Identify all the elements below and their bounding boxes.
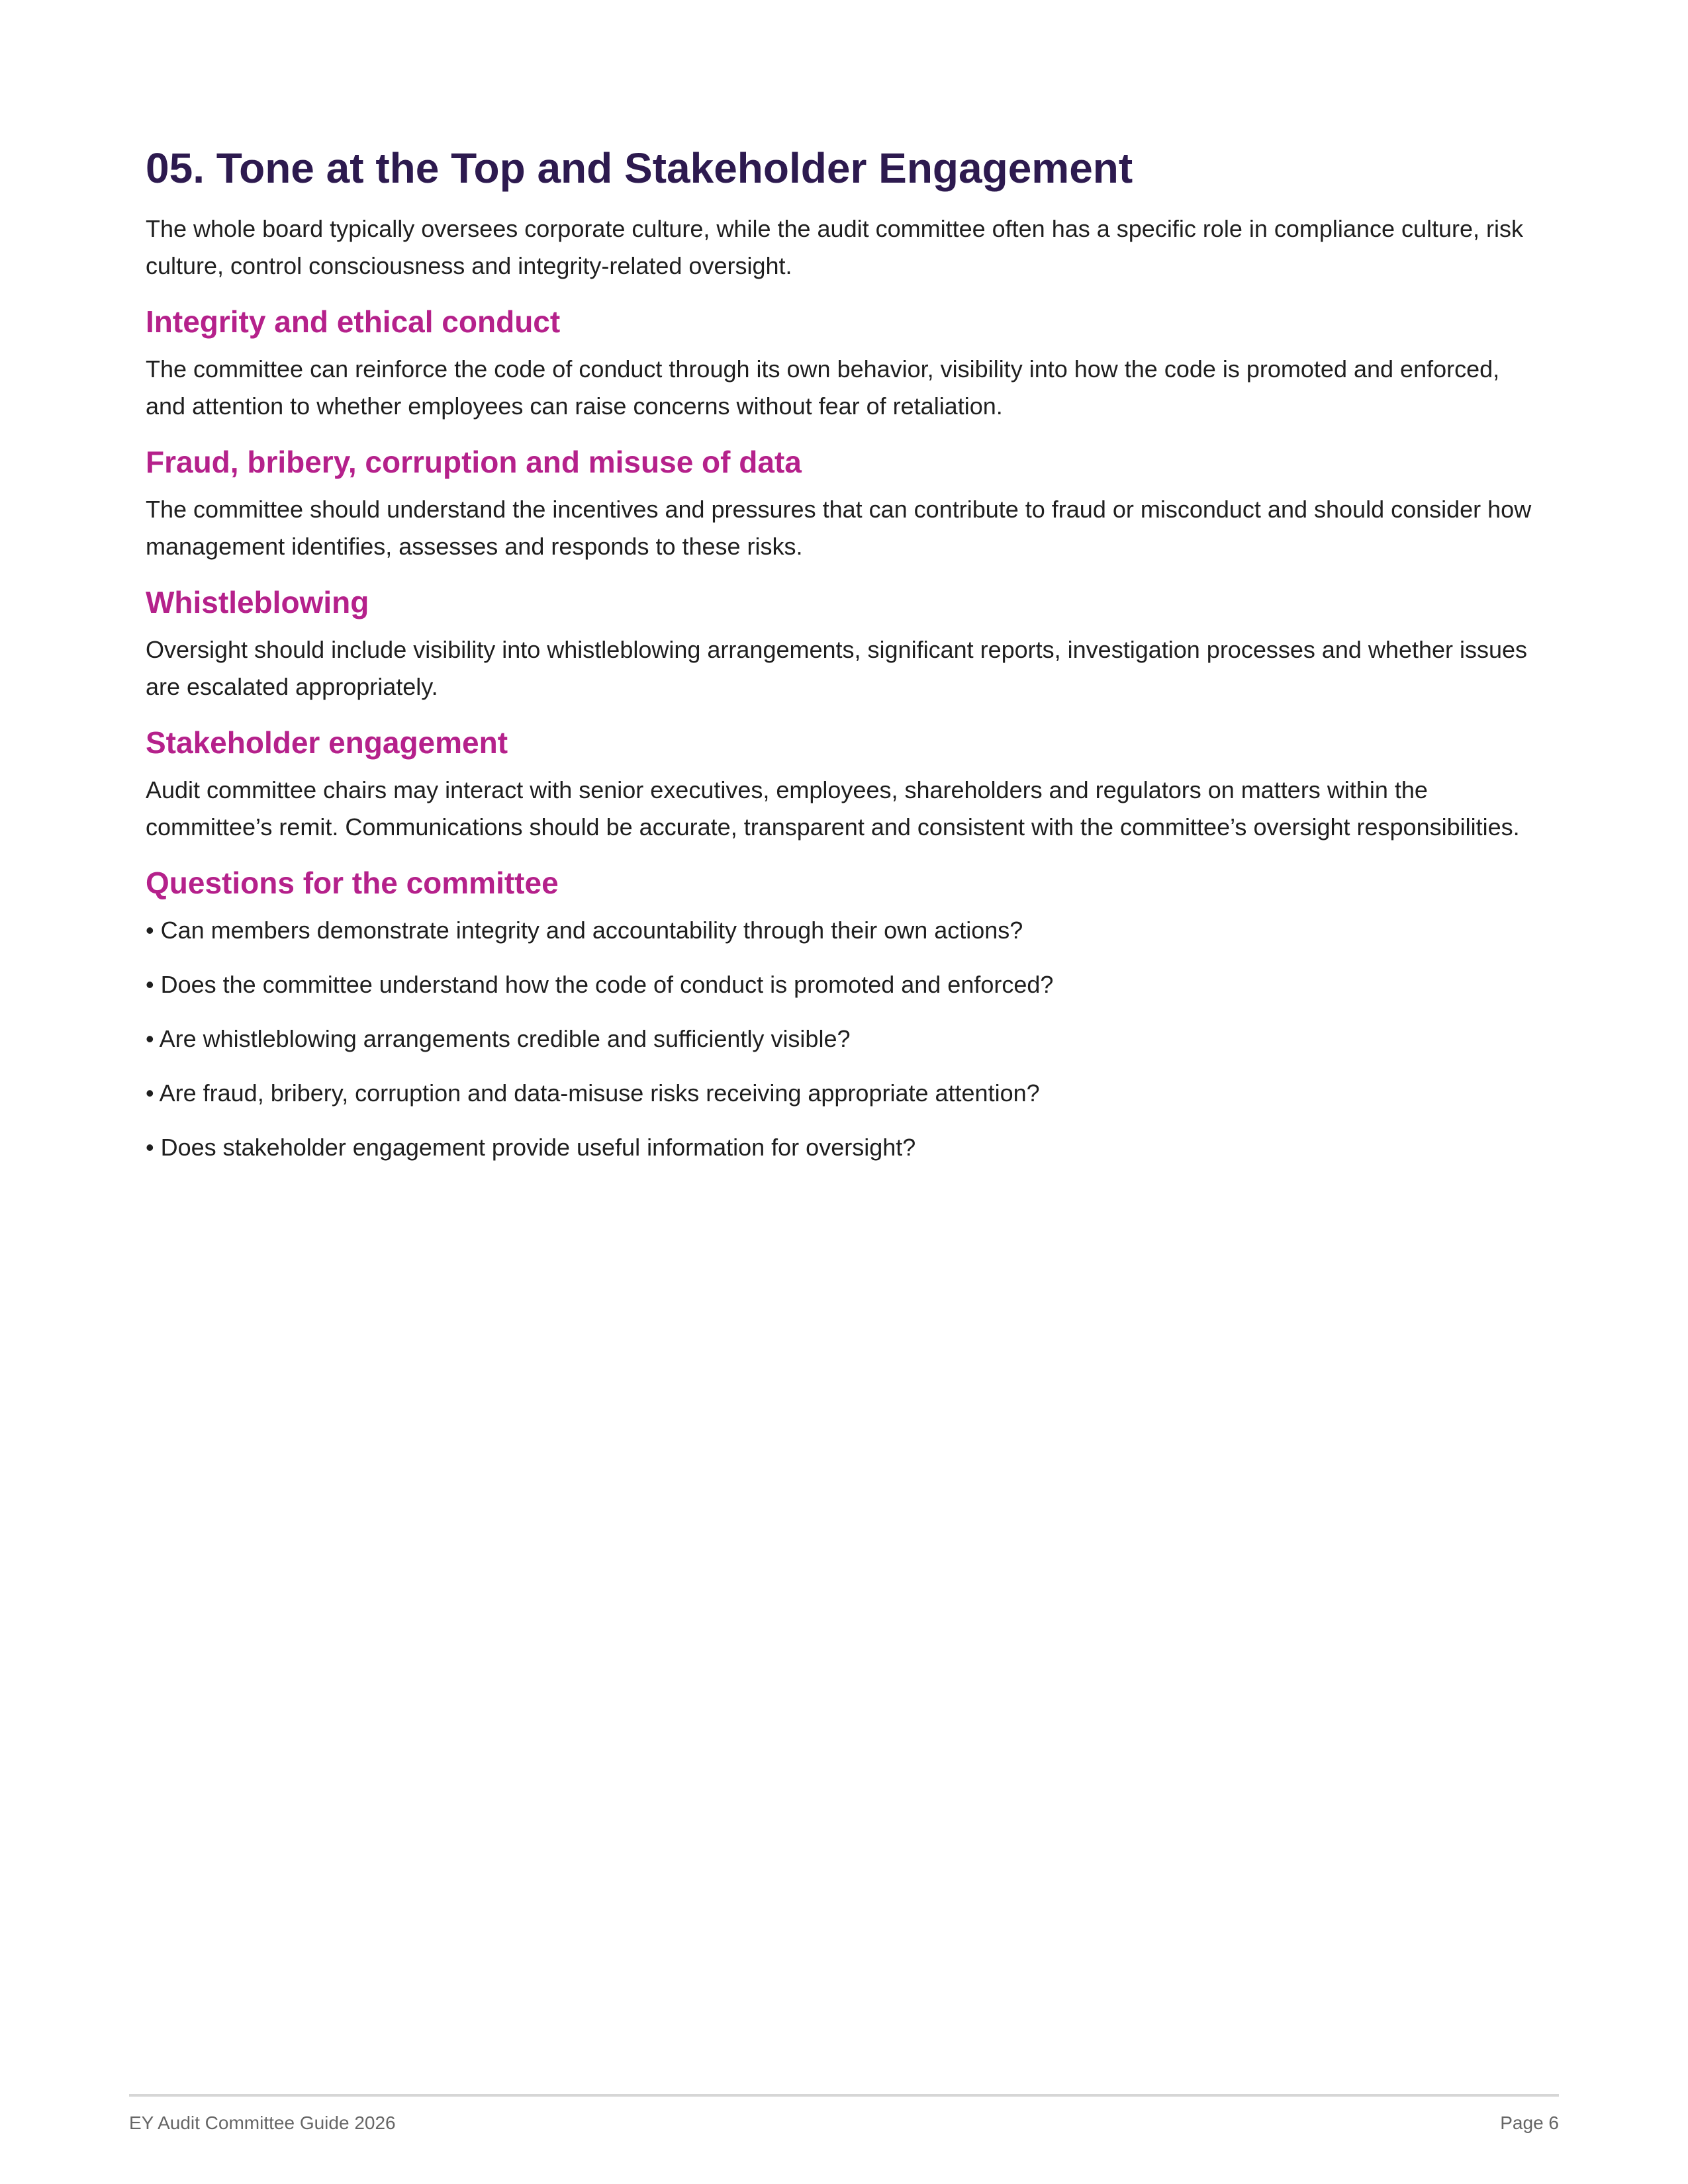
question-item: • Does the committee understand how the code of conduct is promoted and enforced?	[146, 971, 1054, 998]
question-item: • Does stakeholder engagement provide useful information for oversight?	[146, 1134, 916, 1161]
section-body-fraud: The committee should understand the incentives and pressures that can contribute to fraud or misconduct and should consider how management identifies, assesses and responds to these risks.	[146, 496, 1532, 560]
questions-list	[146, 912, 1542, 1166]
footer-page-number: Page 6	[1500, 2113, 1559, 2133]
question-item: • Are fraud, bribery, corruption and data-misuse risks receiving appropriate attention?	[146, 1079, 1040, 1107]
intro-paragraph: The whole board typically oversees corporate culture, while the audit committee often has a specific role in compliance culture, risk culture, control consciousness and integrity-related oversight.	[146, 215, 1524, 279]
section-body-stakeholder: Audit committee chairs may interact with senior executives, employees, shareholders and regulators on matters within the committee’s remit. Communications should be accurate, transparent and consistent with the committee’s oversight responsibilities.	[146, 776, 1520, 841]
page-title: 05. Tone at the Top and Stakeholder Engagement	[146, 144, 1133, 192]
section-heading-fraud: Fraud, bribery, corruption and misuse of data	[146, 445, 802, 479]
document-body	[146, 139, 1542, 1183]
section-body-whistleblowing: Oversight should include visibility into whistleblowing arrangements, significant reports, investigation processes and whether issues are escalated appropriately.	[146, 636, 1528, 700]
section-heading-whistleblowing: Whistleblowing	[146, 585, 369, 619]
question-item: • Are whistleblowing arrangements credible and sufficiently visible?	[146, 1025, 851, 1052]
questions-heading: Questions for the committee	[146, 866, 559, 900]
footer-document-title: EY Audit Committee Guide 2026	[129, 2113, 396, 2133]
footer-divider	[129, 2094, 1559, 2097]
question-item: • Can members demonstrate integrity and accountability through their own actions?	[146, 917, 1023, 944]
section-body-integrity: The committee can reinforce the code of conduct through its own behavior, visibility into how the code is promoted and enforced, and attention to whether employees can raise concerns without fear of retaliation.	[146, 355, 1500, 420]
section-heading-integrity: Integrity and ethical conduct	[146, 304, 561, 339]
section-heading-stakeholder: Stakeholder engagement	[146, 725, 508, 760]
